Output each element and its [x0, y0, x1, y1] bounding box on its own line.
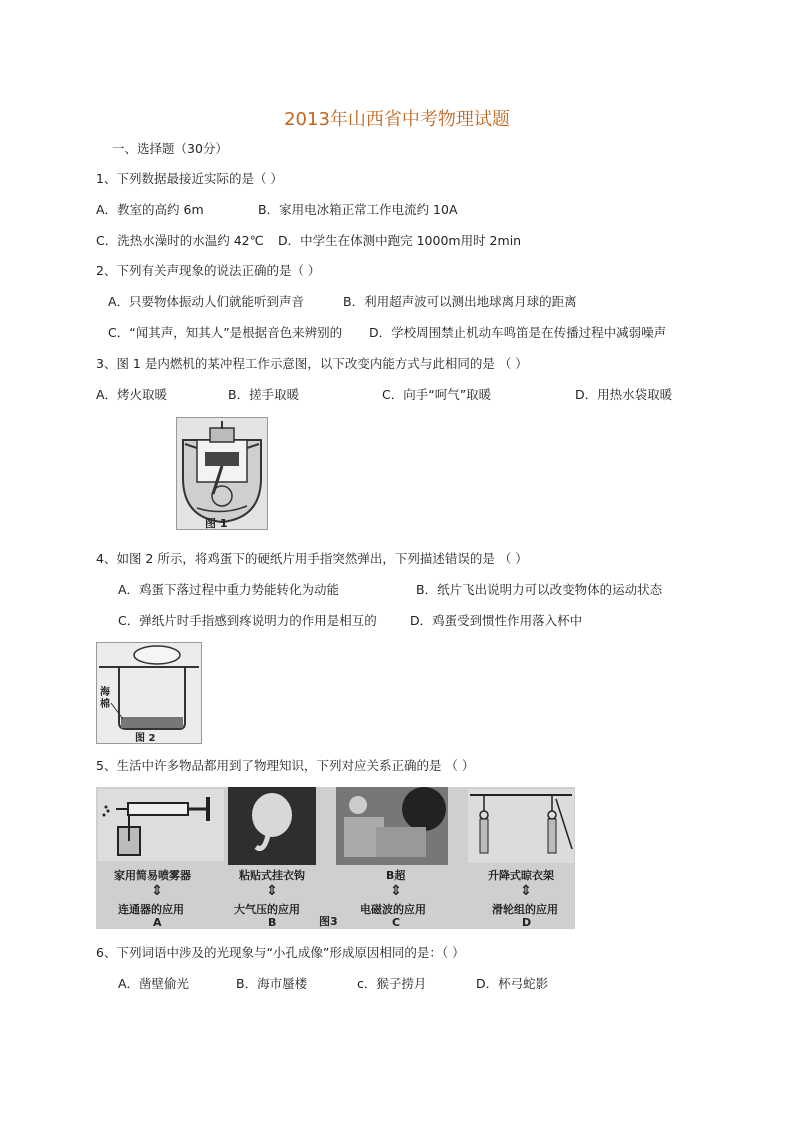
q3-option-c: C．向手“呵气”取暖	[382, 387, 492, 402]
panel-d-bottom: 滑轮组的应用	[492, 903, 558, 916]
panel-d-top: 升降式晾衣架	[488, 869, 554, 882]
q4-option-b: B．纸片飞出说明力可以改变物体的运动状态	[416, 582, 663, 597]
q1-option-d: D．中学生在体测中跑完 1000m用时 2min	[278, 233, 522, 248]
q6-option-c: c．猴子捞月	[357, 976, 427, 991]
figure-2-sponge-label: 海棉	[100, 687, 110, 710]
panel-a-letter: A	[153, 916, 162, 929]
q4-option-a: A．鸡蛋下落过程中重力势能转化为动能	[118, 582, 340, 597]
q2-option-b: B．利用超声波可以测出地球离月球的距离	[343, 294, 577, 309]
panel-b-top: 粘贴式挂衣钩	[239, 869, 305, 882]
q4-option-d: D．鸡蛋受到惯性作用落入杯中	[410, 613, 583, 628]
q2-option-c: C．“闻其声，知其人”是根据音色来辨别的	[108, 325, 343, 340]
q4-stem: 4、如图 2 所示，将鸡蛋下的硬纸片用手指突然弹出，下列描述错误的是 （ ）	[96, 551, 528, 566]
q6-option-d: D．杯弓蛇影	[476, 976, 549, 991]
q2-option-a: A．只要物体振动人们就能听到声音	[108, 294, 305, 309]
figure-1-engine	[176, 417, 268, 530]
q6-stem: 6、下列词语中涉及的光现象与“小孔成像”形成原因相同的是：（ ）	[96, 945, 465, 960]
panel-d-image	[468, 789, 574, 863]
panel-b-image	[228, 787, 316, 865]
figure-2-egg-cup	[96, 642, 202, 744]
panel-a-top: 家用简易喷雾器	[114, 869, 191, 882]
q6-option-b: B．海市蜃楼	[236, 976, 308, 991]
q3-option-b: B．搓手取暖	[228, 387, 300, 402]
q3-option-d: D．用热水袋取暖	[575, 387, 673, 402]
panel-c-letter: C	[392, 916, 401, 929]
section-heading: 一、选择题（30分）	[112, 141, 228, 156]
figure-1-label: 图 1	[205, 517, 228, 530]
page-title: 2013年山西省中考物理试题	[284, 109, 510, 130]
q3-option-a: A．烤火取暖	[96, 387, 168, 402]
figure-2-label: 图 2	[135, 733, 156, 744]
q1-option-c: C．洗热水澡时的水温约 42℃	[96, 233, 264, 248]
panel-b-bottom: 大气压的应用	[234, 903, 300, 916]
q2-option-d: D．学校周围禁止机动车鸣笛是在传播过程中减弱噪声	[369, 325, 667, 340]
q1-option-a: A．教室的高约 6m	[96, 202, 204, 217]
panel-a-arrow: ⇕	[151, 883, 163, 899]
q1-stem: 1、下列数据最接近实际的是（ ）	[96, 171, 283, 186]
panel-b-letter: B	[268, 916, 277, 929]
q6-option-a: A．凿壁偷光	[118, 976, 190, 991]
panel-d-letter: D	[522, 916, 532, 929]
q2-stem: 2、下列有关声现象的说法正确的是（ ）	[96, 263, 321, 278]
panel-c-arrow: ⇕	[390, 883, 402, 899]
q5-stem: 5、生活中许多物品都用到了物理知识，下列对应关系正确的是 （ ）	[96, 758, 475, 773]
figure-3-panels	[96, 787, 575, 929]
panel-c-bottom: 电磁波的应用	[360, 903, 426, 916]
q1-option-b: B．家用电冰箱正常工作电流约 10A	[258, 202, 458, 217]
panel-d-arrow: ⇕	[520, 883, 532, 899]
panel-a-image	[98, 789, 224, 861]
panel-a-bottom: 连通器的应用	[118, 903, 184, 916]
panel-c-top: B超	[386, 869, 406, 882]
panel-b-arrow: ⇕	[266, 883, 278, 899]
q3-stem: 3、图 1 是内燃机的某冲程工作示意图，以下改变内能方式与此相同的是 （ ）	[96, 356, 528, 371]
panel-c-image	[336, 787, 448, 865]
q4-option-c: C．弹纸片时手指感到疼说明力的作用是相互的	[118, 613, 377, 628]
figure-3-label: 图3	[319, 915, 338, 928]
